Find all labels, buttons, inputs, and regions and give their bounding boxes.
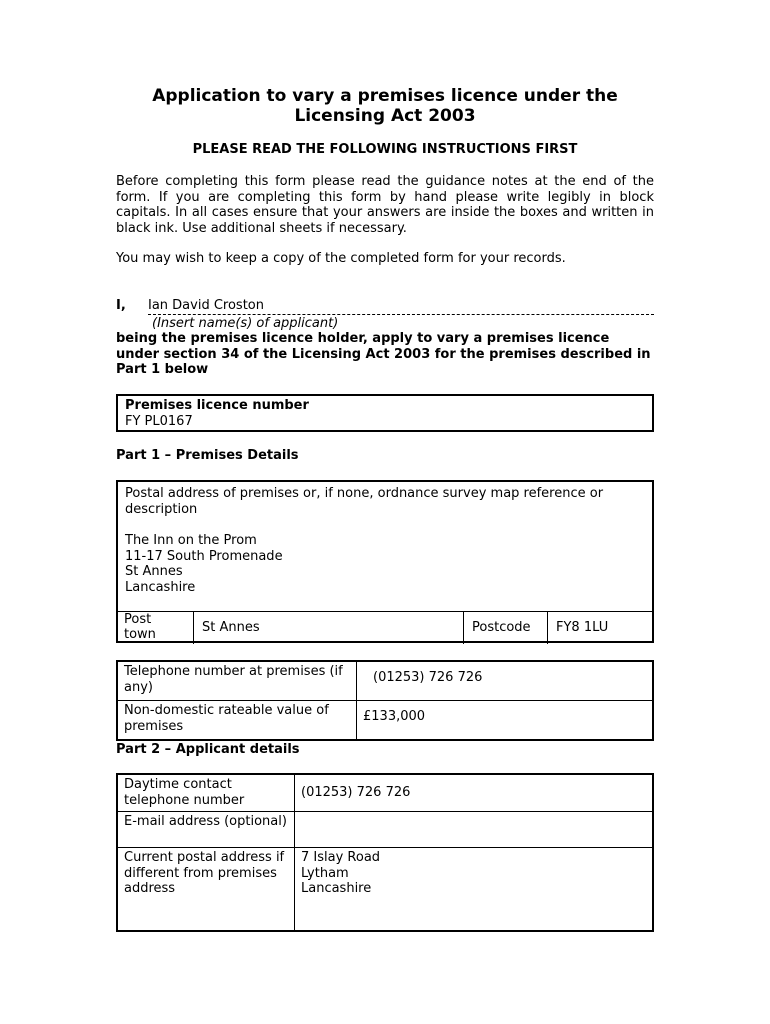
instructions-paragraph-2: You may wish to keep a copy of the completed form for your records. [116,251,566,266]
premises-licence-box [116,394,654,432]
table-row [117,848,653,932]
postal-address-field[interactable] [295,848,654,932]
daytime-phone-label: Daytime contact telephone number [117,774,295,812]
postcode-label: Postcode [464,612,548,644]
title-line-1: Application to vary a premises licence under the [152,86,618,106]
post-town-label: Post town [116,612,194,644]
premises-address-field[interactable] [125,533,283,595]
premises-contact-table [116,660,654,741]
address-line: 7 Islay Road [301,850,381,865]
part2-heading: Part 2 – Applicant details [116,742,300,757]
address-line: 11-17 South Promenade [125,548,283,564]
telephone-field[interactable]: (01253) 726 726 [357,661,654,701]
table-row [117,661,653,701]
post-town-row [116,611,654,644]
email-label: E-mail address (optional) [117,812,295,848]
applicant-name-hint: (Insert name(s) of applicant) [152,316,339,331]
licence-number-field[interactable]: FY PL0167 [125,413,193,429]
postcode-field[interactable]: FY8 1LU [556,620,609,635]
rateable-value-field[interactable]: £133,000 [357,701,654,741]
applicant-details-table [116,773,654,932]
address-line: St Annes [125,564,183,579]
applicant-name-field[interactable]: Ian David Croston [148,298,654,315]
title-line-2: Licensing Act 2003 [294,106,476,126]
telephone-label: Telephone number at premises (if any) [117,661,357,701]
table-row [117,774,653,812]
address-line: Lytham [301,865,349,881]
instructions-paragraph-1: Before completing this form please read the guidance notes at the end of the form. If you are completing this form by hand please write legibly in block capitals. In all cases ensure that your answers are inside the boxes and written in black ink. Use additional sheets if necessary. [116,174,654,236]
address-line: Lancashire [301,881,372,896]
table-row [117,812,653,848]
table-row [117,701,653,741]
page-title [116,86,654,126]
premises-address-box [116,480,654,643]
premises-address-label: Postal address of premises or, if none, ordnance survey map reference or description [125,486,604,517]
part1-heading: Part 1 – Premises Details [116,448,299,463]
address-line: The Inn on the Prom [125,533,257,548]
post-town-field[interactable]: St Annes [194,612,464,644]
rateable-value-label: Non-domestic rateable value of premises [117,701,357,741]
licence-number-label: Premises licence number [125,398,309,413]
applicant-prefix: I, [116,298,126,313]
instructions-heading: PLEASE READ THE FOLLOWING INSTRUCTIONS FIRST [192,142,578,157]
address-line: Lancashire [125,579,196,595]
email-field[interactable] [295,812,654,848]
daytime-phone-field[interactable]: (01253) 726 726 [295,774,654,812]
declaration-text: being the premises licence holder, apply to vary a premises licence under section 34 of the Licensing Act 2003 for the premises described in Part 1 below [116,331,651,377]
postal-address-label: Current postal address if different from premises address [117,848,295,932]
